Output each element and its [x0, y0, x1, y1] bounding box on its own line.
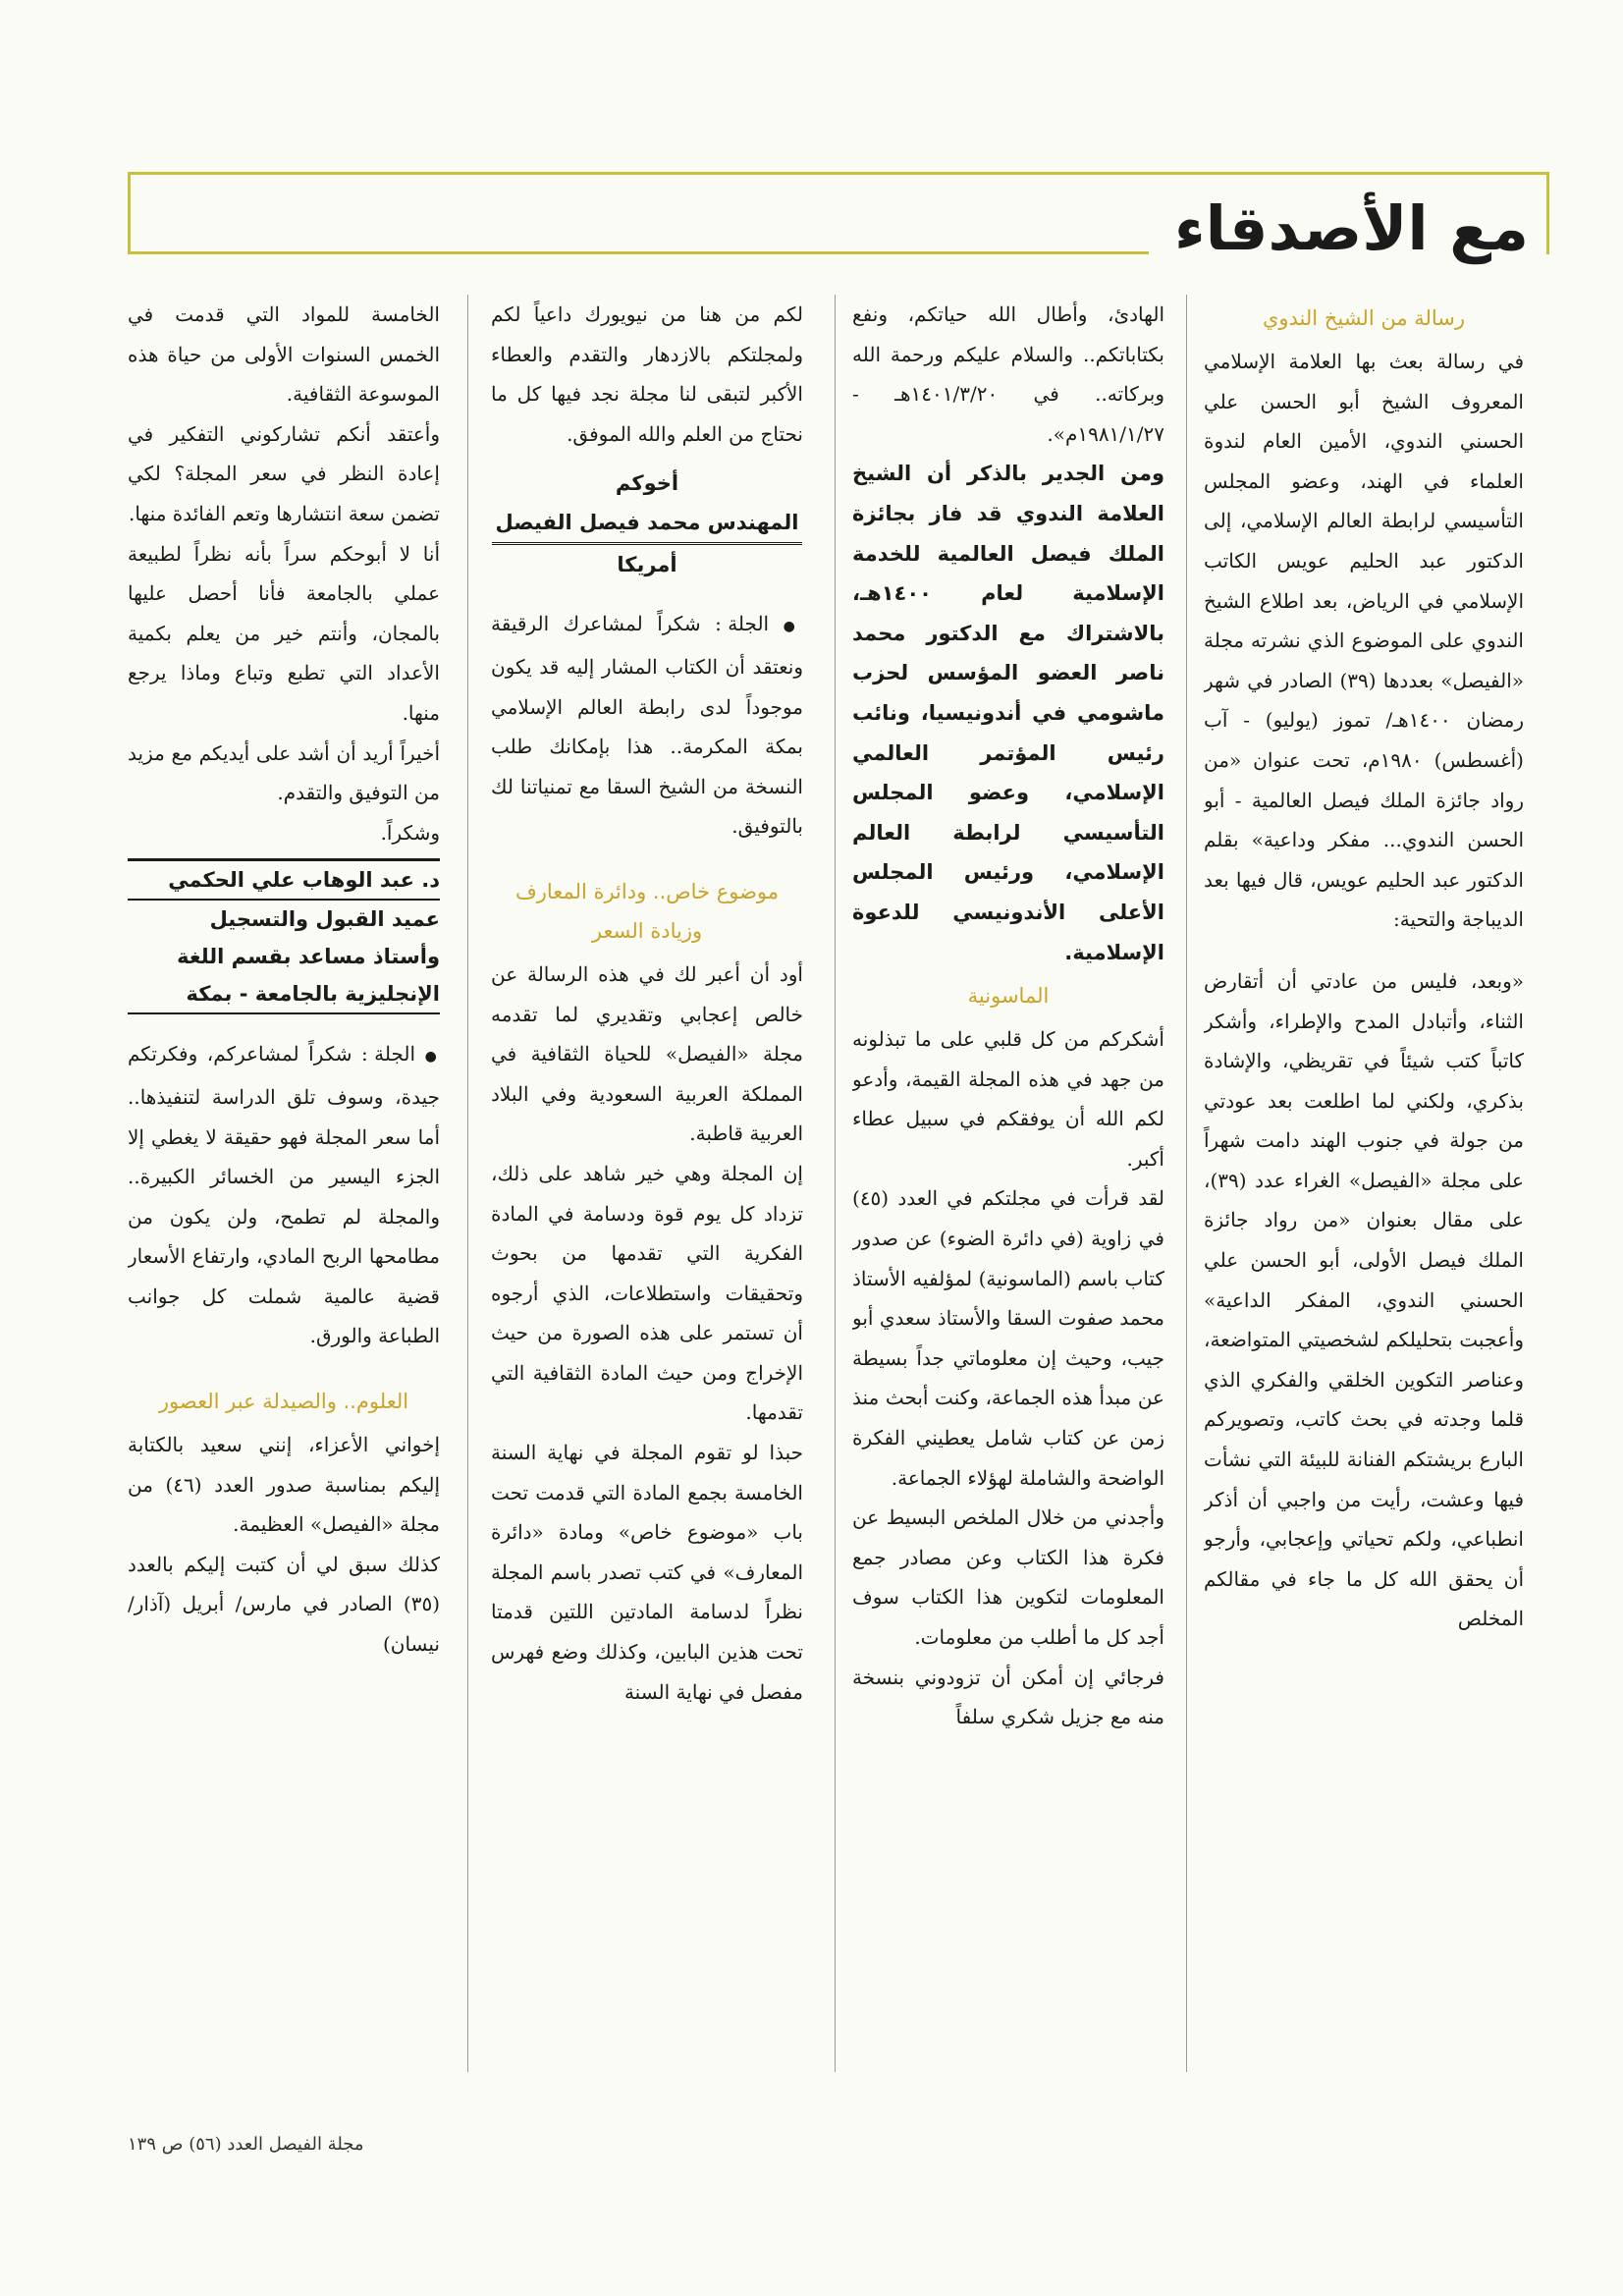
page-title: مع الأصدقاء — [1149, 185, 1546, 273]
paragraph: الهادئ، وأطال الله حياتكم، ونفع بكتاباتكم.. والسلام عليكم ورحمة الله وبركاته.. في ١٤٠١/٣/٢٠هـ - ١٩٨١/١/٢٧م». — [852, 302, 1164, 446]
paragraph: لقد قرأت في مجلتكم في العدد (٤٥) في زاوية (في دائرة الضوء) عن صدور كتاب باسم (الماسونية) لمؤلفيه الأستاذ محمد صفوت السقا والأستاذ سعدي أبو جيب، وحيث إن معلوماتي جداً بسيطة عن مبدأ هذه الجماعة، وكنت أبحث منذ زمن عن كتاب شامل يعطيني الفكرة الواضحة والشاملة لهؤلاء الجماعة. — [852, 1186, 1164, 1490]
column-3 — [491, 295, 803, 2072]
bullet-icon: ● — [424, 1049, 440, 1066]
paragraph: إن المجلة وهي خير شاهد على ذلك، تزداد كل يوم قوة ودسامة في المادة الفكرية التي تقدمها من بحوث وتحقيقات واستطلاعات، الذي أرجوه أن تستمر على هذه الصورة من حيث الإخراج ومن حيث المادة الثقافية التي تقدمها. — [491, 1161, 803, 1425]
section-heading: الماسونية — [967, 984, 1050, 1009]
editor-reply-text: الجلة : شكراً لمشاعرك الرقيقة ونعتقد أن الكتاب المشار إليه قد يكون موجوداً لدى رابطة العالم الإسلامي بمكة المكرمة.. هذا بإمكانك طلب النسخة من الشيخ السقا مع تمنياتنا لك بالتوفيق. — [491, 612, 803, 839]
paragraph: وأجدني من خلال الملخص البسيط عن فكرة هذا الكتاب وعن مصادر جمع المعلومات لتكوين هذا الكتاب سوف أجد كل ما أطلب من معلومات. — [852, 1505, 1164, 1649]
bullet-icon: ● — [783, 619, 803, 635]
column-divider — [1186, 295, 1187, 2072]
paragraph: وشكراً. — [380, 820, 440, 845]
signature-line: أخوكم — [615, 471, 679, 496]
paragraph: فرجائي إن أمكن أن تزودوني بنسخة منه مع جزيل شكري سلفاً — [852, 1665, 1164, 1729]
page-footer: مجلة الفيصل العدد (٥٦) ص ١٣٩ — [128, 2134, 364, 2155]
column-2 — [852, 295, 1164, 2072]
paragraph: الخامسة للمواد التي قدمت في الخمس السنوات الأولى من حياة هذه الموسوعة الثقافية. — [128, 302, 440, 407]
paragraph: لكم من هنا من نيويورك داعياً لكم ولمجلتكم بالازدهار والتقدم والعطاء الأكبر لتبقى لنا مجلة نجد فيها كل ما نحتاج من العلم والله الموفق. — [491, 302, 803, 446]
signature-line: أمريكا — [617, 553, 677, 577]
signature-block — [491, 464, 803, 584]
column-divider — [835, 295, 836, 2072]
editor-reply — [128, 1034, 440, 1356]
section-heading: العلوم.. والصيدلة عبر العصور — [158, 1390, 409, 1414]
signature-line: المهندس محمد فيصل الفيصل — [492, 503, 803, 545]
signature-line: عميد القبول والتسجيل — [209, 907, 440, 932]
paragraph: أود أن أعبر لك في هذه الرسالة عن خالص إعجابي وتقديري لما تقدمه مجلة «الفيصل» للحياة الثقافية في المملكة العربية السعودية وفي البلاد العربية قاطبة. — [491, 961, 803, 1146]
signature-line: وأستاذ مساعد بقسم اللغة — [177, 945, 440, 969]
column-1 — [1204, 295, 1524, 2072]
paragraph: أشكركم من كل قلبي على ما تبذلونه من جهد في هذه المجلة القيمة، وأدعو لكم الله أن يوفقكم في سبيل عطاء أكبر. — [852, 1027, 1164, 1171]
editor-reply — [491, 604, 803, 847]
paragraph: ومن الجدير بالذكر أن الشيخ العلامة الندوي قد فاز بجائزة الملك فيصل العالمية للخدمة الإسلامية لعام ١٤٠٠هـ، بالاشتراك مع الدكتور محمد ناصر العضو المؤسس لحزب ماشومي في أندونيسيا، ونائب رئيس المؤتمر العالمي الإسلامي، وعضو المجلس التأسيسي لرابطة العالم الإسلامي، ورئيس المجلس الأعلى الأندونيسي للدعوة الإسلامية. — [852, 462, 1164, 964]
paragraph: في رسالة بعث بها العلامة الإسلامي المعروف الشيخ أبو الحسن علي الحسني الندوي، الأمين العام لندوة العلماء في الهند، وعضو المجلس التأسيسي لرابطة العالم الإسلامي، إلى الدكتور عبد الحليم عويس الكاتب الإسلامي في الرياض، بعد اطلاع الشيخ الندوي على الموضوع الذي نشرته مجلة «الفيصل» بعددها (٣٩) الصادر في شهر رمضان ١٤٠٠هـ/ تموز (يوليو) - آب (أغسطس) ١٩٨٠م، تحت عنوان «من رواد جائزة الملك فيصل العالمية - أبو الحسن الندوي... مفكر وداعية» بقلم الدكتور عبد الحليم عويس، قال فيها بعد الديباجة والتحية: — [1204, 350, 1524, 932]
paragraph: أنا لا أبوحكم سراً بأنه نظراً لطبيعة عملي بالجامعة فأنا أحصل عليها بالمجان، وأنتم خير من يعلم بكمية الأعداد التي تطبع وتباع وماذا يرجع منها. — [128, 541, 440, 725]
editor-reply-text: الجلة : شكراً لمشاعركم، وفكرتكم جيدة، وسوف تلق الدراسة لتنفيذها.. أما سعر المجلة فهو حقيقة لا يغطي إلا الجزء اليسير من الخسائر الكبيرة.. والمجلة لم تطمح، ولن يكون من مطامحها الربح المادي، وارتفاع الأسعار قضية عالمية شملت كل جوانب الطباعة والورق. — [128, 1042, 440, 1348]
section-heading: رسالة من الشيخ الندوي — [1262, 306, 1466, 330]
section-heading: موضوع خاص.. ودائرة المعارف وزيادة السعر — [514, 879, 780, 943]
paragraph: «وبعد، فليس من عادتي أن أتقارض الثناء، وأتبادل المدح والإطراء، وأشكر كاتباً كتب شيئاً في تقريظي، والإشادة بذكري، ولكني لما اطلعت بعد عودتي من جولة في جنوب الهند دامت شهراً على مجلة «الفيصل» الغراء عدد (٣٩)، على مقال بعنوان «من رواد جائزة الملك فيصل الأولى، أبو الحسن علي الحسني الندوي، المفكر الداعية» وأعجبت بتحليلكم لشخصيتي المتواضعة، وعناصر التكوين الخلقي والفكري الذي قلما وجدته في بحث كاتب، وتصويركم البارع بريشتكم الفنانة للبيئة التي نشأت فيها وعشت، رأيت من واجبي أن أذكر انطباعي، ولكم تحياتي وإعجابي، وأرجو أن يحقق الله كل ما جاء في مقالكم المخلص — [1204, 968, 1524, 1631]
paragraph: حبذا لو تقوم المجلة في نهاية السنة الخامسة بجمع المادة التي قدمت تحت باب «موضوع خاص» ومادة «دائرة المعارف» في كتب تصدر باسم المجلة نظراً لدسامة المادتين اللتين قدمتا تحت هذين البابين، وكذلك وضع فهرس مفصل في نهاية السنة — [491, 1441, 803, 1704]
signature-block — [128, 858, 440, 1014]
paragraph: أخيراً أريد أن أشد على أيديكم مع مزيد من التوفيق والتقدم. — [128, 740, 440, 805]
paragraph: إخواني الأعزاء، إنني سعيد بالكتابة إليكم بمناسبة صدور العدد (٤٦) من مجلة «الفيصل» العظيمة. — [128, 1433, 440, 1537]
paragraph: وأعتقد أنكم تشاركوني التفكير في إعادة النظر في سعر المجلة؟ لكي تضمن سعة انتشارها وتعم الفائدة منها. — [128, 421, 440, 525]
column-4 — [128, 295, 440, 2072]
signature-line: الإنجليزية بالجامعة - بمكة — [128, 975, 440, 1014]
signature-line: د. عبد الوهاب علي الحكمي — [128, 858, 440, 901]
column-divider — [467, 295, 468, 2072]
paragraph: كذلك سبق لي أن كتبت إليكم بالعدد (٣٥) الصادر في مارس/ أبريل (آذار/ نيسان) — [128, 1552, 440, 1657]
